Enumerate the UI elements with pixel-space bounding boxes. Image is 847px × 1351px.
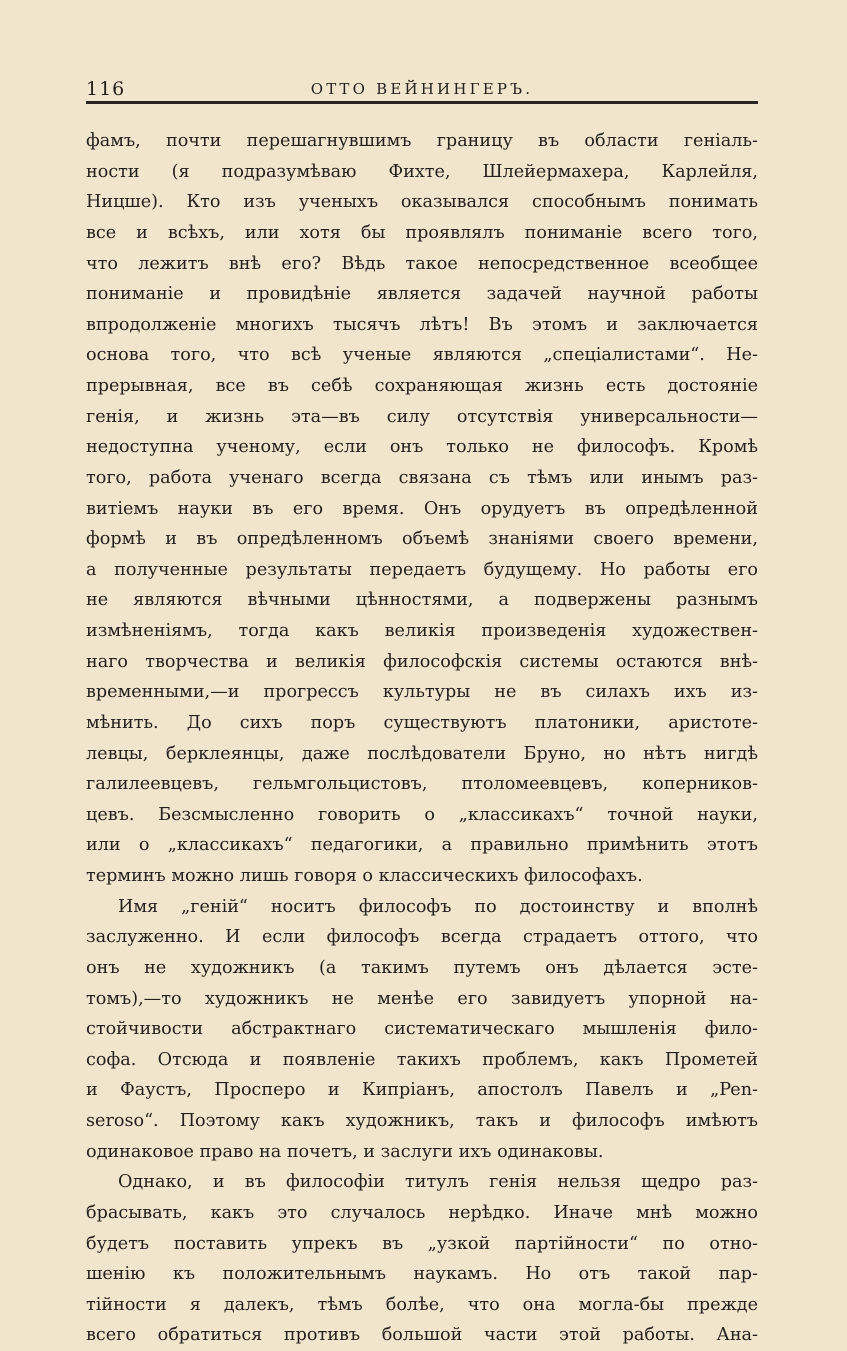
text-line: будетъ поставить упрекъ въ „узкой партійности“ по отно-: [86, 1233, 758, 1254]
text-line: впродолженіе многихъ тысячъ лѣтъ! Въ этомъ и заключается: [86, 314, 758, 335]
text-line: того, работа ученаго всегда связана съ тѣмъ или инымъ раз-: [86, 467, 758, 488]
text-line: мѣнить. До сихъ поръ существуютъ платоники, аристоте-: [86, 712, 758, 733]
text-line: не являются вѣчными цѣнностями, а подвержены разнымъ: [86, 590, 758, 611]
text-line: генія, и жизнь эта—въ силу отсутствія универсальности—: [86, 406, 758, 427]
text-line: стойчивости абстрактнаго систематическаго мышленія фило-: [86, 1019, 758, 1040]
text-line: софа. Отсюда и появленіе такихъ проблемъ, какъ Прометей: [86, 1049, 758, 1070]
text-line: и Фаустъ, Просперо и Кипріанъ, апостолъ Павелъ и „Pen-: [86, 1080, 758, 1101]
text-line: витіемъ науки въ его время. Онъ орудуетъ въ опредѣленной: [86, 498, 758, 519]
text-line: все и всѣхъ, или хотя бы проявлялъ пониманіе всего того,: [86, 222, 758, 243]
text-line: недоступна ученому, если онъ только не философъ. Кромѣ: [86, 437, 758, 458]
text-line: ности (я подразумѣваю Фихте, Шлейермахера, Карлейля,: [86, 161, 758, 182]
body-text: [86, 126, 764, 1351]
text-line: Ницше). Кто изъ ученыхъ оказывался способнымъ понимать: [86, 192, 758, 213]
text-line: а полученные результаты передаетъ будущему. Но работы его: [86, 559, 758, 580]
text-line: наго творчества и великія философскія системы остаются внѣ-: [86, 651, 758, 672]
running-title: ОТТО ВЕЙНИНГЕРЪ.: [310, 80, 534, 98]
text-line: заслуженно. И если философъ всегда страдаетъ оттого, что: [86, 927, 758, 948]
text-line: что лежитъ внѣ его? Вѣдь такое непосредственное всеобщее: [86, 253, 758, 274]
text-line: временными,—и прогрессъ культуры не въ силахъ ихъ из-: [86, 682, 758, 703]
text-line: Однако, и въ философіи титулъ генія нельзя щедро раз-: [118, 1172, 758, 1193]
text-line: Имя „геній“ носитъ философъ по достоинству и вполнѣ: [118, 896, 758, 917]
page-number: 116: [86, 78, 126, 100]
text-line: или о „классикахъ“ педагогики, а правильно примѣнить этотъ: [86, 835, 758, 856]
text-line: цевъ. Безсмысленно говорить о „классикахъ“ точной науки,: [86, 804, 758, 825]
text-line: терминъ можно лишь говоря о классическихъ философахъ.: [86, 866, 643, 886]
text-line: шенію къ положительнымъ наукамъ. Но отъ такой пар-: [86, 1264, 758, 1285]
text-line: одинаковое право на почетъ, и заслуги ихъ одинаковы.: [86, 1141, 604, 1162]
text-line: основа того, что всѣ ученые являются „спеціалистами“. Не-: [86, 345, 758, 366]
text-line: формѣ и въ опредѣленномъ объемѣ знаніями своего времени,: [86, 529, 758, 550]
text-line: всего обратиться противъ большой части этой работы. Ана-: [86, 1325, 758, 1346]
text-line: фамъ, почти перешагнувшимъ границу въ области геніаль-: [86, 131, 758, 151]
text-line: брасывать, какъ это случалось нерѣдко. Иначе мнѣ можно: [86, 1202, 758, 1223]
header-rule: [86, 101, 758, 104]
text-line: томъ),—то художникъ не менѣе его завидуетъ упорной на-: [86, 988, 758, 1009]
text-line: онъ не художникъ (а такимъ путемъ онъ дѣлается эсте-: [86, 957, 758, 978]
text-line: измѣненіямъ, тогда какъ великія произведенія художествен-: [86, 621, 758, 641]
text-line: левцы, берклеянцы, даже послѣдователи Бруно, но нѣтъ нигдѣ: [86, 743, 758, 764]
text-line: пониманіе и провидѣніе является задачей научной работы: [86, 284, 758, 305]
text-line: прерывная, все въ себѣ сохраняющая жизнь есть достояніе: [86, 376, 758, 396]
text-line: тійности я далекъ, тѣмъ болѣе, что она могла-бы прежде: [86, 1294, 758, 1315]
text-line: seroso“. Поэтому какъ художникъ, такъ и философъ имѣютъ: [86, 1111, 758, 1131]
text-line: галилеевцевъ, гельмгольцистовъ, птоломеевцевъ, коперников-: [86, 774, 758, 795]
